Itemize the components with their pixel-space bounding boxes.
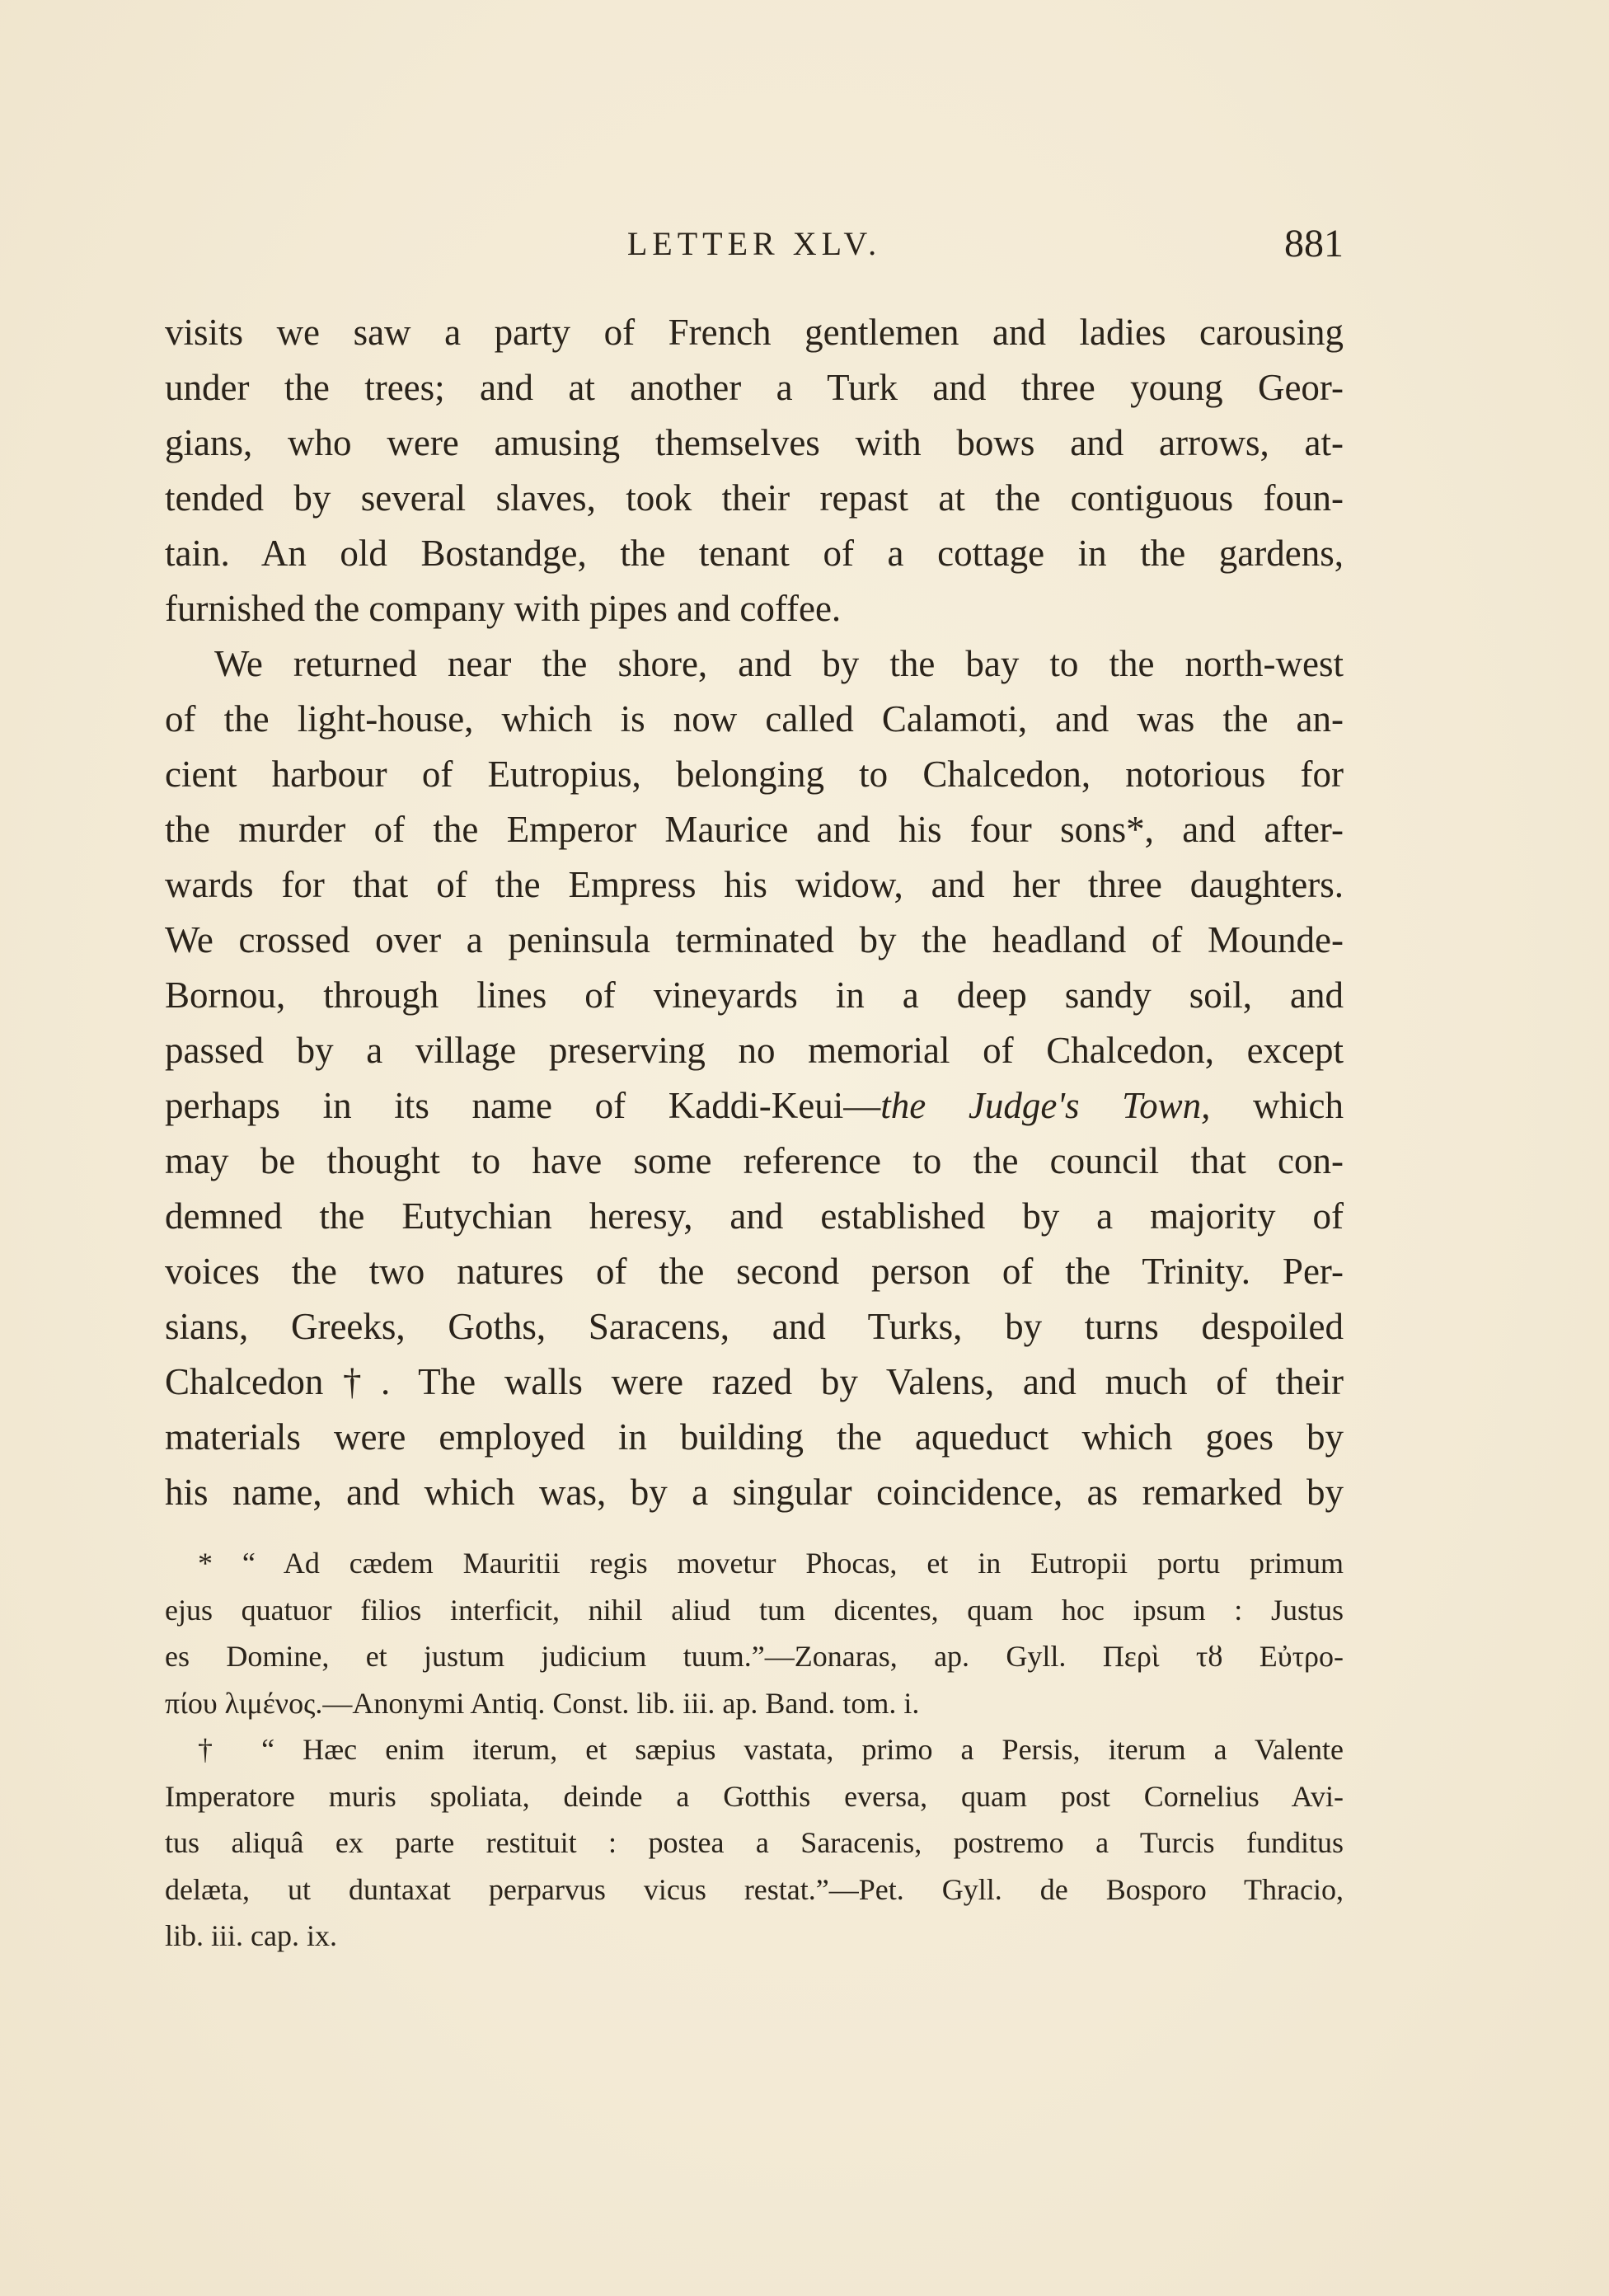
text-line: Bornou, through lines of vineyards in a deep sandy soil, and xyxy=(165,974,1344,1016)
text-line: furnished the company with pipes and coffee. xyxy=(165,588,842,629)
text-line: demned the Eutychian heresy, and established by a majority of xyxy=(165,1195,1344,1237)
footnote-line: delæta, ut duntaxat perparvus vicus restat.”—Pet. Gyll. de Bosporo Thracio, xyxy=(165,1872,1344,1906)
running-head xyxy=(165,221,1344,270)
text-line: visits we saw a party of French gentlemen and ladies carousing xyxy=(165,312,1344,353)
text-line: tended by several slaves, took their repast at the contiguous foun- xyxy=(165,477,1344,519)
text-line: wards for that of the Empress his widow, and her three daughters. xyxy=(165,864,1344,905)
text-line: his name, and which was, by a singular coincidence, as remarked by xyxy=(165,1472,1344,1513)
text-line: of the light-house, which is now called Calamoti, and was the an- xyxy=(165,698,1344,740)
italic-phrase: the Judge's Town, xyxy=(880,1085,1211,1126)
text-line: materials were employed in building the aqueduct which goes by xyxy=(165,1416,1344,1458)
text-line: Chalcedon†. The walls were razed by Valens, and much of their xyxy=(165,1361,1344,1402)
text-line: We crossed over a peninsula terminated by the headland of Mounde- xyxy=(165,919,1344,960)
text-line: tain. An old Bostandge, the tenant of a cottage in the gardens, xyxy=(165,533,1344,574)
text-line: passed by a village preserving no memorial of Chalcedon, except xyxy=(165,1030,1344,1071)
footnote-line: es Domine, et justum judicium tuum.”—Zonaras, ap. Gyll. Περὶ τȣ Εὐτρο- xyxy=(165,1640,1344,1673)
text-line: gians, who were amusing themselves with bows and arrows, at- xyxy=(165,422,1344,463)
text-line: voices the two natures of the second person of the Trinity. Per- xyxy=(165,1251,1344,1292)
footnote-line: πίου λιμένος.—Anonymi Antiq. Const. lib. iii. ap. Band. tom. i. xyxy=(165,1686,920,1720)
running-title: LETTER XLV. xyxy=(626,225,882,262)
footnotes xyxy=(165,1540,1344,1960)
text-line: the murder of the Emperor Maurice and his four sons*, and after- xyxy=(165,809,1344,850)
text-line: We returned near the shore, and by the bay to the north-west xyxy=(214,643,1344,684)
text-line-judges-town xyxy=(165,1078,1344,1134)
text-segment: which xyxy=(1210,1085,1344,1126)
footnote-line: † “ Hæc enim iterum, et sæpius vastata, primo a Persis, iterum a Valente xyxy=(198,1733,1344,1766)
footnote-line: * “ Ad cædem Mauritii regis movetur Phocas, et in Eutropii portu primum xyxy=(198,1547,1344,1580)
page-number: 881 xyxy=(1284,222,1344,265)
text-segment: perhaps in its name of Kaddi-Keui— xyxy=(165,1085,881,1126)
footnote-line: lib. iii. cap. ix. xyxy=(165,1919,337,1952)
main-text xyxy=(165,305,1344,1520)
text-line: sians, Greeks, Goths, Saracens, and Turks, by turns despoiled xyxy=(165,1306,1344,1347)
footnote-line: Imperatore muris spoliata, deinde a Gotthis eversa, quam post Cornelius Avi- xyxy=(165,1779,1344,1813)
text-line: under the trees; and at another a Turk and three young Geor- xyxy=(165,367,1344,408)
footnote-line: tus aliquâ ex parte restituit : postea a Saracenis, postremo a Turcis funditus xyxy=(165,1826,1344,1859)
text-line: may be thought to have some reference to the council that con- xyxy=(165,1140,1344,1181)
text-line: cient harbour of Eutropius, belonging to Chalcedon, notorious for xyxy=(165,754,1344,795)
footnote-line: ejus quatuor filios interficit, nihil aliud tum dicentes, quam hoc ipsum : Justus xyxy=(165,1593,1344,1627)
